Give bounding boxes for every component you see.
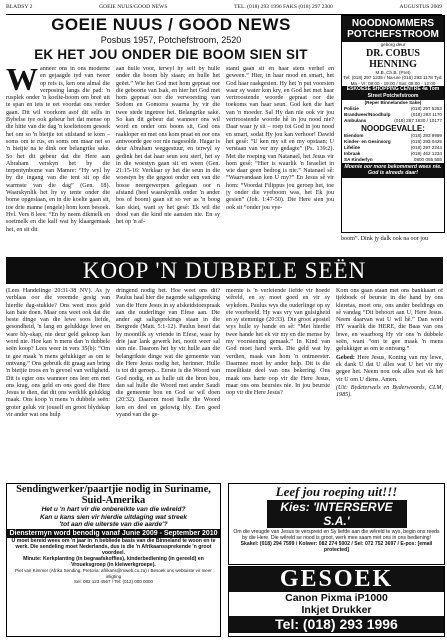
- phone-row: Lifeline (018) 297 2244: [344, 144, 442, 150]
- ad-product-line-2: Inkjet Drukker: [301, 604, 372, 616]
- phone-row: Brandweer/Noodhulp (018) 293 1170: [344, 111, 442, 117]
- issue-date: AUGUSTUS 2009: [399, 4, 442, 10]
- ad-doctor-name: DR. COBUS HENNING: [366, 47, 420, 70]
- ad-title: Sendingwerker/paartjie nodig in Suriname, Suid-Amerika: [16, 484, 211, 506]
- source-credit: (Uit: Bydeterwels en Byderwoords, CLM, 1985).: [336, 384, 443, 399]
- column-b-text: dringend nodig het. Hoe weet ons dit? Paulus haal hier die nagende saligspreking van die Here Jesus in sy afskeidstoespraak aan die ouderlinge van Efese aan. Die ander agt saligsprekings staan in die Bergrede (Matt. 5:1-12). Paulus besef dat hy moontlik sy vriende in Efese, waar hy drie jaar lank gewerk het, nooit weer sal sien nie. Daarom het hy vir hulle aan die belangrikste dinge wat die gemeente van die Here Jesus nodig het, herinner. Hulle is tot dit geroep... Eerste is die Woord van God nodig, en as hulle uit die bron bou, dan sal hulle die Woord met ander Saudi die gemeente bou en God se wil doen (20:32). Daarom moet hulle die Woord ken en deel en gelowig bly. Een goed vyand van die ge-: [116, 288, 220, 419]
- article-headline: EK HET JOU ONDER DIE BOOM SIEN SIT: [34, 47, 308, 62]
- column-3-text: stand gaan sit en haar stem verhef en geween.” Hier, in haar nood en smart, het God haar raakgesien. Hy het 'n put voorsien waar sy water kon kry, en God het met haar vertroostende woorde gepraat oor die toekoms van haar seun. God ken die hart van 'n moeder. Sal Hy dan nie ook vir jou vertroostende woorde hê in jou nood nie? Daar waar jy sit – roep tot God in jou nood en smart, sodat Hy jou kan verhoor! Dawid het gesê: “U ken my sit en my opstaan; U verstaan van ver my gedagte” (Ps. 139:2). Met die roeping van Natanael, het Jesus vir hom gesê: “Hier is waarlik 'n Israeliet in wie daar geen bedrog is nie.” Natanael sê: “Waarvandaan ken U my?” En Jesus sê vir hom: “Voordat Filippus jou geroep het, toe jy onder die vyeboom was, het Ek jou gesien” (Joh. 1:47-50). Die Here sien jou ook sit “onder jou vye-: [226, 66, 334, 211]
- ad-paragraph-2: Minute: Kerkplanting (in begraafskoffies), kinderbediening (in gereeld) en Vroueksgroep (in kleiwerkgroepe).: [23, 556, 204, 569]
- article-column-3: [226, 66, 334, 252]
- banner-title: KOOP 'N DUBBELE SEËN: [82, 257, 367, 283]
- ad-paragraph-1: U moet bereid wees om 'n jaar in 'n bebliede basis van die Binneland te woon en te werk. Die sendeling moet Nederlands, dus is die 'n Afrikaanssprekende 'n groot voordeel.: [11, 537, 216, 556]
- phone-row: SA Kinderlyn 0800 055 555: [344, 156, 442, 162]
- masthead-title: GOEIE NUUS / GOOD NEWS: [51, 15, 291, 34]
- section-banner: [6, 257, 443, 284]
- phone-row: Ambulans (018) 297 1630 / 10177: [344, 117, 442, 123]
- sidebar-continuation: boom”. Dink jy dalk ook na oor jou: [341, 236, 428, 242]
- drop-cap: W: [6, 66, 38, 97]
- ad-product-line-1: Canon Pixma iP1000: [285, 592, 388, 604]
- ad-title: GESOEK: [229, 567, 444, 592]
- ad-question-3: 'tot aan die uiterste van die aarde'?: [59, 521, 168, 529]
- prayer-label: Gebed:: [336, 354, 355, 361]
- ad-qualifications: M.B.,Ch.B. (Pret): [375, 69, 411, 75]
- column-2-text: aan hulle voor, terwyl hy self by hulle onder die boom bly staan; en hulle het geëet.” Wie het God met hom gepraat oor die geboorte van Isak, en hier het God met hom gepraat oor die verwoesting van Sodom en Gomorra waarna hy vir die twee stede ingetree het. Belangrike sake. So kan dit gebeur dat wanneer ons wil word en onder ons boom sit, God ons raakloper en met ons kom praat en oor ons antwoorde gee oor nie nagesolde. Hagar is deur Abraham weggestuur, en terwyl sy gedink het dat haar seun sou sterf, het sy in die woestyn gaan sit en ween (Gen. 21:15-16: Verklaar sy het die seun in die woestyn by die gegooi onder een van die bosse neergewerpen gelegaan oor n afstand (heel waarskynlik onder 'n ander bos of boom) gaan sit so ver as 'n boog kan skiet, want sy het gesê: Ek wil die dood van die kind nie aansien nie. En sy het op 'n af-: [116, 66, 220, 226]
- gesoek-ad: [228, 566, 445, 637]
- ad-phone: Sel: 082 123 4567 / Tel: (012) 000 0000: [74, 579, 153, 585]
- running-header: [6, 4, 442, 15]
- ad-question-2: Kan u kans sien vir hierdie uitdaging wat streek: [39, 513, 187, 521]
- phone-row: Eiendom (018) 293 9999: [344, 132, 442, 138]
- ad-contact: Skakel: (018) 294 7599 / Kolwer: 082 274 5002 / Sel: 072 752 3697 / E-pos: [email protected]: [240, 541, 433, 553]
- prayer-text: Here Jesus, Koning van my lewe, ek dank U dat U alles wat U het vir my gegee het. Neem nou ook alles wat ek het vir U om U diens. Amen.: [336, 354, 443, 383]
- ad-sponsor-line: geborg deur: [380, 42, 406, 47]
- noodnommers-ad: [341, 15, 445, 233]
- article-column-c: [226, 288, 330, 480]
- article-column-b: [116, 288, 220, 480]
- ad-footer-quote: Moenie oor more bekommerd wees nie. God is alreeds daar!: [342, 163, 444, 178]
- interserve-ad: [228, 483, 445, 565]
- column-a-text: (Lees Handelinge 20:31-38 NV). As jy verblaas oor die vreemde gesig van hierdie dag-stukkie? Ons weet mos geld kan baie doen. Maar ons weet ook dat die beste dinge van die lewe soos liefde, gesondheid, 'n lang en gelukkige lewe en ware bly-skap, nie deur geld gekoop kan word nie. Hoe kan 'n mens dan 'n dubbele seën koop? Lees weer in vers 35(b): “Om te gee maak 'n mens gelukkiger as om te ontvang.” Ons gebruik dit graag aan bring 'n bietjie troos en 'n gevoel van veiligheid. Dit is egter ons wanneer ons leer em met ons krag, ons geld en ons goed die Here Jesus te dien, dat dit ons werklik gelukkig maak. Ons koop 'n mens 'n dubbele seën: groter geluk vir jouself en groot blydskap vir ander wat ons hulp: [6, 288, 110, 419]
- ad-phone: Tel: (018) 293 1996: [229, 616, 444, 633]
- ad-term-bar: Dienstermyn word benodig vanaf Junie 2009 - September 2010: [7, 529, 220, 538]
- article-column-1: [6, 66, 110, 252]
- ad-question-1: Het u 'n hart vir die onbereikte van die wêreld?: [41, 506, 186, 513]
- ad-brand: NOODNOMMERS POTCHEFSTROOM: [342, 16, 444, 42]
- ad-subheadline: Kies: 'INTERSERVE S.A.': [267, 500, 407, 528]
- page-number: BLADSY 2: [6, 4, 33, 10]
- sendingwerker-ad: [6, 483, 221, 637]
- column-1-text: anneer ons in ons moderne en gejaagde tyd van tweer op reis is, ken ons almal die verposing langs die pad: 'n rusplek onder 'n koelte-boom om breë uit te span en iets te eet voordat ons verder gaan. Dit wil voorkom asof dit selfs in Bybelse tye ook gebeur het dat mense op die hitte van die dag 'n koeltetoom gesoek het om so 'n bietjie tot stilstand te kom – soms om te rus, en soms om maar net so 'n bietjie na te dink oor belangrike sake. So het dit gebeur dat die Here aan Abraham verskyn het by die terpentynbome van Mamre: “Hy wyl hy by die ingang van die tent sit op die warmste van die dag” (Gen. 18). Waarskynlik het hy sy tente onder die bome opgeslaan, en in die koelte gaan sit, toe drie manne (engele) hom kom besoek. Hvl. Vers 8 lees: “En hy neem dikmelk en soetmelk en die kalf wat hy klaargemaak het, en sit dit: [6, 66, 110, 233]
- column-d-text: Kom ons gaan staan met ons bankkaart of tjekboek of beursie in die hand by ons kleretas, moet ons, ons ander beeldings en sê vandag “Dit behoort aan U, Here Jesus. Neem daarvan wat U wil hê.” Dan word HY waarlik die HERE, die Baas van ons lewe, en waarborg Hy vir ons 'n dubbele seën, want “om te gee maak 'n mens gelukkiger as om te ontvang.”: [336, 288, 443, 353]
- phone-row: Polisie (018) 297 5253: [344, 105, 442, 111]
- paper-name: GOEIE NUUS/GOOD NEWS: [99, 4, 168, 10]
- ad-address-bar: ESKOESE SHOPPING CENTRE 4a Tom Street Potchefstroom: [342, 86, 444, 100]
- column-c-text: meente is 'n verleiende liefde vir hoede wêreld, en sy moet goed en vir sy wykdom. Paulus wys die ouderlinge op sy eie voorbeeld. Hy was vry van gulsigheid en sy stemmige (20:33). Die groot apostel wys hulle sy hande en sê: “Met hierdie twee hande het ek vir my en die mense by my voorsiening gemaak.” In Kind van God moet hard werk. Die geld wat hy verdien, maak van hom 'n ontmeester. Daarmee moet hy ander help. Dit is die moeilikste deel van ons bekering. Ons maak ons harte oop vir die Here Jesus, maar ons ons beursies nie. In jou beursie oop vir die Here Jesus?: [226, 288, 330, 397]
- article-column-a: [6, 288, 110, 480]
- phone-row: Inbraak (018) 462 1234: [344, 150, 442, 156]
- ad-body: Om die vreugde van Jesus te verspreid en Sy liefde aan die wêreld te wys, begin ons reeds by die Here. Die wêreld se nood is groot, werk mee saam met ons in ons bediening!: [233, 529, 440, 541]
- ad-contact: Piet van Kimmer (Afrika Sending, Pretoria: afrikans@mweb.co.za) / Besoek ons webtuiste vir meer inligting: [15, 568, 212, 579]
- article-column-2: [116, 66, 220, 252]
- masthead-address: Posbus 1957, Potchefstroom, 2520: [100, 35, 242, 45]
- phone-row: Kinder- en Gesinsorg (018) 293 0425: [344, 138, 442, 144]
- paper-contact: TEL. (018) 293 1996 FAKS (018) 297 2300: [234, 4, 333, 10]
- ad-notice: (Reper Binnelandse Sake): [364, 100, 422, 106]
- article-column-d: [336, 288, 443, 480]
- emergencies-heading: NOODGEVALLE:: [361, 123, 425, 133]
- ad-practice-info: Tel: (018) 297 1235 / Na-ure (018) 293 1178 Tyd: Ma - Vr: 08:00 - 19:00 / Sat: 08:00 - 12:00: [343, 75, 443, 86]
- ad-headline: Leef jou roeping uit!!!: [275, 484, 398, 499]
